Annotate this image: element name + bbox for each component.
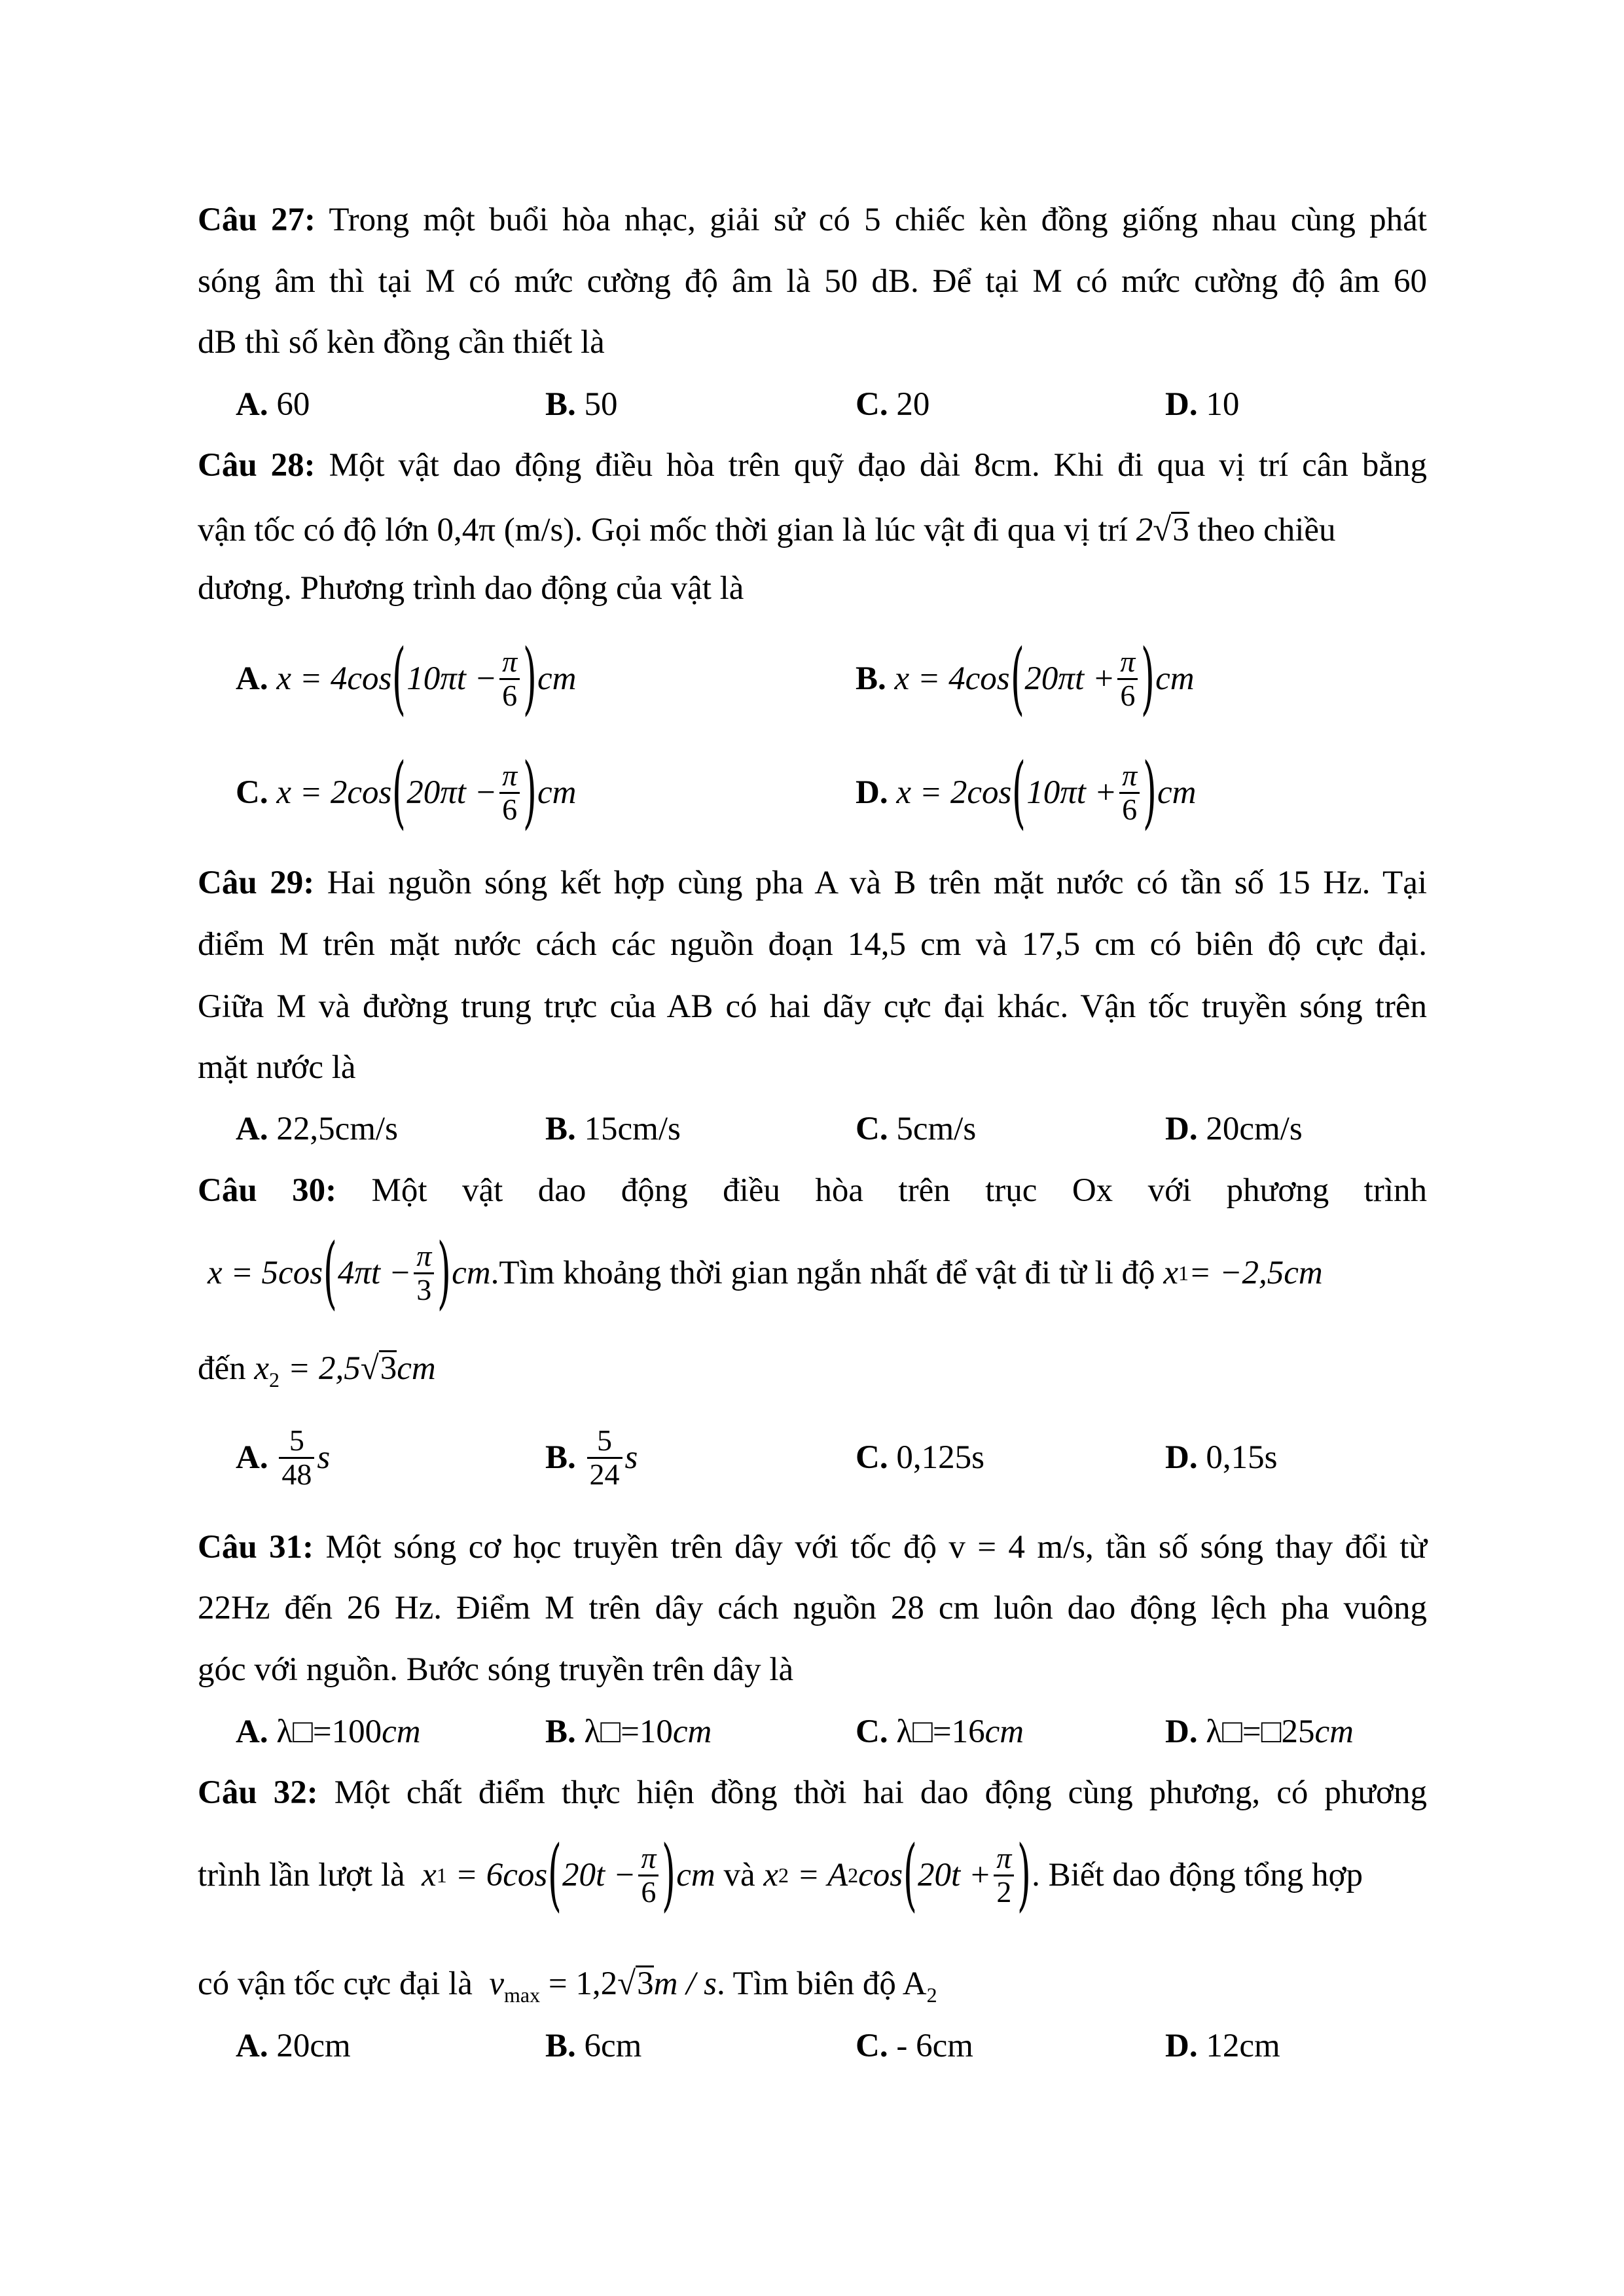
q27-line-1 bbox=[198, 204, 1427, 237]
q30-option-b: B. $\frac{5}{24}$ s bbox=[545, 1424, 638, 1491]
q31-line-1: Câu 31: Một sóng cơ học truyền trên dây với tốc độ v = 4 m/s, tần số sóng thay đổi từ bbox=[198, 1529, 1428, 1566]
q31-option-d: D. λ□=□25cm bbox=[1165, 1713, 1354, 1750]
q28-options-row-1 bbox=[198, 633, 1427, 724]
q29-line-2: điểm M trên mặt nước cách các nguồn đoạn 14,5 cm và 17,5 cm có biên độ cực đại. bbox=[198, 926, 1427, 963]
q32-label: Câu 32: bbox=[198, 1774, 318, 1811]
q31-line-3: góc với nguồn. Bước sóng truyền trên dây là bbox=[198, 1651, 794, 1688]
q30-equation-line bbox=[198, 1227, 1427, 1318]
q28-option-b: B. x = 4cos ( 20πt + $\frac{\pi}{6}$ ) cm bbox=[856, 633, 1195, 724]
q31-line-2: 22Hz đến 26 Hz. Điểm M trên dây cách nguồn 28 cm luôn dao động lệch pha vuông bbox=[198, 1590, 1427, 1626]
q30-line-1: Câu 30: Một vật dao động điều hòa trên trục Ox với phương trình bbox=[198, 1172, 1427, 1209]
q27-label: Câu 27: bbox=[198, 202, 316, 238]
q27-option-c: C. 20 bbox=[856, 386, 930, 423]
q27-option-b: B. 50 bbox=[545, 386, 618, 423]
q28-label: Câu 28: bbox=[198, 447, 316, 484]
q29-line-4: mặt nước là bbox=[198, 1049, 356, 1086]
q30-line-3: đến $x_2 = 2,5√3cm$ bbox=[198, 1350, 436, 1391]
q32-option-b: B. 6cm bbox=[545, 2028, 642, 2064]
q31-option-b: B. λ□=10cm bbox=[545, 1713, 712, 1750]
q32-equations: trình lần lượt là x 1 = 6cos ( 20t − $\frac{\pi}{6}$ ) cm và x 2 = A 2 cos ( 20t + $\frac{\pi}{2}$ ) . Biết dao động tổng hợp bbox=[198, 1829, 1363, 1920]
q28-line-1: Câu 28: Một vật dao động điều hòa trên quỹ đạo dài 8cm. Khi đi qua vị trí cân bằng bbox=[198, 447, 1427, 484]
q28-line-3: dương. Phương trình dao động của vật là bbox=[198, 570, 744, 607]
q28-option-d: D. x = 2cos ( 10πt + $\frac{\pi}{6}$ ) cm bbox=[856, 747, 1197, 838]
q29-line-3: Giữa M và đường trung trực của AB có hai dãy cực đại khác. Vận tốc truyền sóng trên bbox=[198, 988, 1427, 1025]
q29-option-d: D. 20cm/s bbox=[1165, 1111, 1303, 1147]
q28-option-a: A. x = 4cos ( 10πt − $\frac{\pi}{6}$ ) cm bbox=[236, 633, 577, 724]
q32-line-3: có vận tốc cực đại là $v_{max} = 1,2√3m / s$. Tìm biên độ $A_2$ bbox=[198, 1965, 937, 2007]
q27-option-a: A. 60 bbox=[236, 386, 310, 423]
q32-option-a: A. 20cm bbox=[236, 2028, 351, 2064]
q31-option-a: A. λ□=100cm bbox=[236, 1713, 421, 1750]
q30-option-d: D. 0,15s bbox=[1165, 1439, 1278, 1476]
q30-option-c: C. 0,125s bbox=[856, 1439, 984, 1476]
q28-line-2: vận tốc có độ lớn 0,4π (m/s). Gọi mốc thời gian là lúc vật đi qua vị trí 2√3 theo chiều bbox=[198, 512, 1336, 548]
q30-label: Câu 30: bbox=[198, 1172, 337, 1209]
q32-option-d: D. 12cm bbox=[1165, 2028, 1280, 2064]
q29-line-1: Câu 29: Hai nguồn sóng kết hợp cùng pha A và B trên mặt nước có tần số 15 Hz. Tại bbox=[198, 865, 1427, 901]
q28-options-row-2 bbox=[198, 747, 1427, 838]
q29-option-a: A. 22,5cm/s bbox=[236, 1111, 398, 1147]
q30-option-a: A. $\frac{5}{48}$ s bbox=[236, 1424, 331, 1491]
q27-line-2: sóng âm thì tại M có mức cường độ âm là 50 dB. Để tại M có mức cường độ âm 60 bbox=[198, 263, 1427, 300]
q32-line-1: Câu 32: Một chất điểm thực hiện đồng thời hai dao động cùng phương, có phương bbox=[198, 1774, 1428, 1811]
q29-option-b: B. 15cm/s bbox=[545, 1111, 681, 1147]
q27-option-d: D. 10 bbox=[1165, 386, 1240, 423]
q30-options-row bbox=[198, 1415, 1427, 1500]
q29-label: Câu 29: bbox=[198, 865, 315, 901]
q32-option-c: C. - 6cm bbox=[856, 2028, 973, 2064]
q27-line-3: dB thì số kèn đồng cần thiết là bbox=[198, 324, 605, 361]
q31-label: Câu 31: bbox=[198, 1529, 314, 1566]
q30-equation: x = 5cos ( 4πt − $\frac{\pi}{3}$ ) cm .Tìm khoảng thời gian ngắn nhất để vật đi từ li độ x 1 = −2,5cm bbox=[208, 1227, 1323, 1318]
q28-option-c: C. x = 2cos ( 20πt − $\frac{\pi}{6}$ ) cm bbox=[236, 747, 577, 838]
q31-option-c: C. λ□=16cm bbox=[856, 1713, 1024, 1750]
q29-option-c: C. 5cm/s bbox=[856, 1111, 977, 1147]
q32-equation-line bbox=[198, 1829, 1427, 1920]
q27-text-1: Trong một buổi hòa nhạc, giải sử có 5 chiếc kèn đồng giống nhau cùng phát bbox=[329, 202, 1427, 238]
